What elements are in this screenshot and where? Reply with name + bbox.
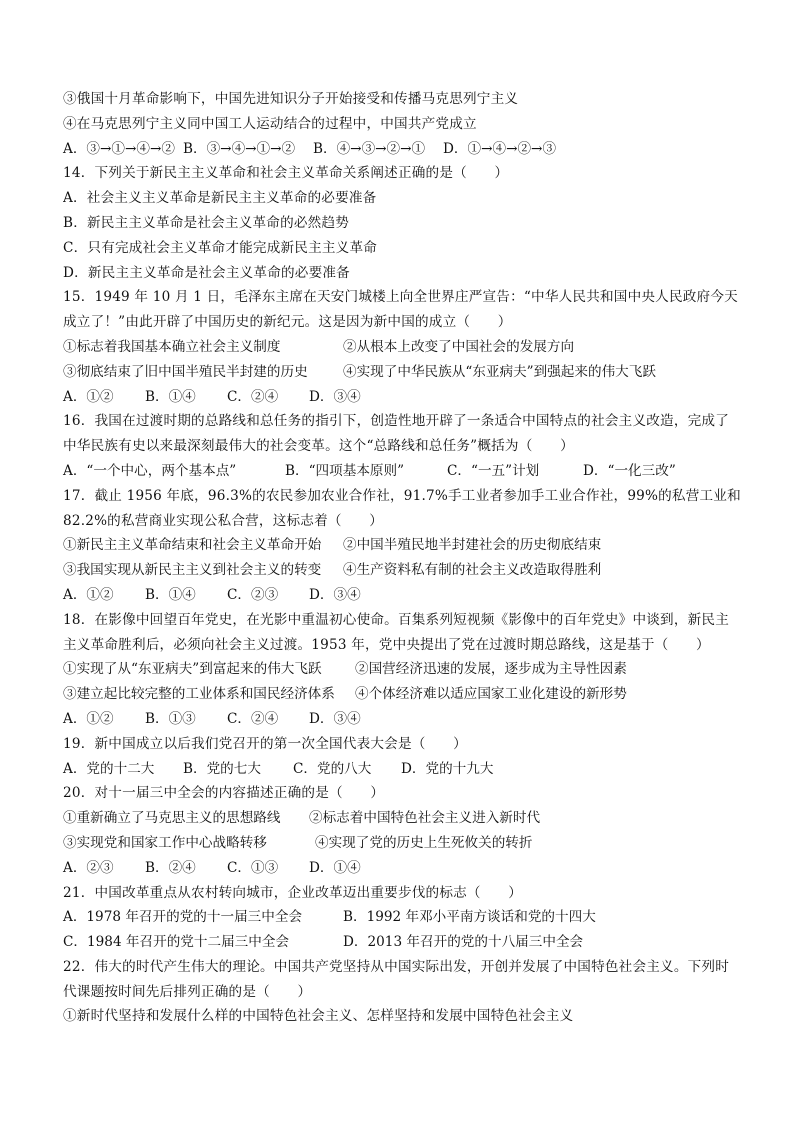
q13-item-3: ③俄国十月革命影响下，中国先进知识分子开始接受和传播马克思列宁主义 [63, 91, 519, 107]
q20-stem: 20．对十一届三中全会的内容描述正确的是（ ） [63, 785, 385, 802]
q21-option-b: B．1992 年邓小平南方谈话和党的十四大 [343, 909, 596, 926]
q21-option-a: A．1978 年召开的党的十一届三中全会 [63, 909, 303, 926]
q13-option-c: B．④→③→②→① [313, 140, 426, 157]
q15-options [63, 385, 754, 410]
q15-stem-1: 15．1949 年 10 月 1 日，毛泽东主席在天安门城楼上向全世界庄严宣告：“中华人民共和国中央人民政府今天 [63, 289, 738, 306]
q13-option-d: D．①→④→②→③ [443, 140, 557, 157]
q19-option-a: A．党的十二大 [63, 760, 155, 777]
q19-stem: 19．新中国成立以后我们党召开的第一次全国代表大会是（ ） [63, 735, 467, 752]
q14-option-c: C．只有完成社会主义革命才能完成新民主主义革命 [63, 239, 378, 256]
q17-item-4: ④生产资料私有制的社会主义改造取得胜利 [343, 562, 602, 579]
q17-stem-1: 17．截止 1956 年底，96.3%的农民参加农业合作社，91.7%手工业者参加手工业合作社，99%的私营工业和 [63, 487, 741, 504]
q20-option-c: C．①③ [227, 859, 279, 876]
q22-item-1: ①新时代坚持和发展什么样的中国特色社会主义、怎样坚持和发展中国特色社会主义 [63, 1008, 574, 1025]
q20-items-row-1 [63, 806, 754, 831]
q21-option-c: C．1984 年召开的党十二届三中全会 [63, 934, 290, 951]
q17-item-1: ①新民主主义革命结束和社会主义革命开始 [63, 537, 322, 554]
q15-stem-2: 成立了！”由此开辟了中国历史的新纪元。这是因为新中国的成立（ ） [63, 314, 512, 331]
q19-options [63, 757, 754, 782]
q16-option-b: B．“四项基本原则” [285, 462, 405, 479]
q18-item-1: ①实现了从“东亚病夫”到富起来的伟大飞跃 [63, 661, 322, 678]
q14-option-d: D．新民主主义革命是社会主义革命的必要准备 [63, 264, 350, 281]
q22-stem-1: 22．伟大的时代产生伟大的理论。中国共产党坚持从中国实际出发，开创并发展了中国特色社会主义。下列时 [63, 958, 729, 975]
q14-stem: 14．下列关于新民主主义革命和社会主义革命关系阐述正确的是（ ） [63, 165, 509, 182]
q17-option-b: B．①④ [145, 586, 196, 603]
q18-items-row-2 [63, 682, 754, 707]
q15-option-b: B．①④ [145, 388, 196, 405]
q18-item-4: ④个体经济难以适应国家工业化建设的新形势 [355, 686, 627, 703]
q21-options-row-2 [63, 930, 754, 955]
q20-option-b: B．②④ [145, 859, 196, 876]
q14-option-b: B．新民主主义革命是社会主义革命的必然趋势 [63, 214, 350, 231]
q15-items-row-1 [63, 335, 754, 360]
q14-option-a: A．社会主义主义革命是新民主主义革命的必要准备 [63, 190, 377, 207]
q13-item-4: ④在马克思列宁主义同中国工人运动结合的过程中，中国共产党成立 [63, 115, 477, 132]
q18-options [63, 707, 754, 732]
q21-stem: 21．中国改革重点从农村转向城市，企业改革迈出重要步伐的标志（ ） [63, 884, 523, 901]
q18-stem-2: 主义革命胜利后，必须向社会主义过渡。1953 年，党中央提出了党在过渡时期总路线，这是基于（ ） [63, 636, 710, 653]
q15-item-4: ④实现了中华民族从“东亚病夫”到强起来的伟大飞跃 [343, 363, 656, 380]
q18-option-a: A．①② [63, 710, 114, 727]
q17-stem-2: 82.2%的私营商业实现公私合营，这标志着（ ） [63, 512, 384, 529]
q15-item-3: ③彻底结束了旧中国半殖民半封建的历史 [63, 363, 308, 380]
q16-options [63, 459, 754, 484]
q15-items-row-2 [63, 360, 754, 385]
q20-item-4: ④实现了党的历史上生死攸关的转折 [315, 834, 533, 851]
q21-option-d: D．2013 年召开的党的十八届三中全会 [343, 934, 584, 951]
q15-option-d: D．③④ [309, 388, 361, 405]
q13-option-a: A．③→①→④→② [63, 140, 175, 157]
q17-options [63, 583, 754, 608]
q20-item-2: ②标志着中国特色社会主义进入新时代 [309, 810, 541, 827]
q18-stem-1: 18．在影像中回望百年党史，在光影中重温初心使命。百集系列短视频《影像中的百年党史》中谈到，新民主 [63, 611, 729, 628]
q20-items-row-2 [63, 831, 754, 856]
q16-stem-1: 16．我国在过渡时期的总路线和总任务的指引下，创造性地开辟了一条适合中国特点的社会主义改造，完成了 [63, 413, 729, 430]
q20-item-1: ①重新确立了马克思主义的思想路线 [63, 810, 281, 827]
q16-option-d: D．“一化三改” [583, 462, 676, 479]
q16-option-a: A．“一个中心，两个基本点” [63, 462, 237, 479]
q17-items-row-1 [63, 533, 754, 558]
q20-item-3: ③实现党和国家工作中心战略转移 [63, 834, 267, 851]
q13-option-b: B．③→④→①→② [183, 140, 296, 157]
q15-option-a: A．①② [63, 388, 114, 405]
q21-options-row-1 [63, 905, 754, 930]
q19-option-c: C．党的八大 [293, 760, 372, 777]
q18-option-c: C．②④ [227, 710, 279, 727]
q22-stem-2: 代课题按时间先后排列正确的是（ ） [63, 983, 312, 1000]
q18-item-3: ③建立起比较完整的工业体系和国民经济体系 [63, 686, 335, 703]
q19-option-d: D．党的十九大 [401, 760, 494, 777]
q17-item-2: ②中国半殖民地半封建社会的历史彻底结束 [343, 537, 602, 554]
q16-stem-2: 中华民族有史以来最深刻最伟大的社会变革。这个“总路线和总任务”概括为（ ） [63, 438, 574, 455]
q15-item-1: ①标志着我国基本确立社会主义制度 [63, 338, 281, 355]
q17-option-a: A．①② [63, 586, 114, 603]
q20-options [63, 856, 754, 881]
q17-items-row-2 [63, 558, 754, 583]
q17-option-d: D．③④ [309, 586, 361, 603]
q20-option-d: D．①④ [309, 859, 361, 876]
q20-option-a: A．②③ [63, 859, 114, 876]
q19-option-b: B．党的七大 [183, 760, 261, 777]
q13-options [63, 137, 754, 162]
q18-items-row-1 [63, 657, 754, 682]
q18-option-d: D．③④ [309, 710, 361, 727]
q16-option-c: C．“一五”计划 [447, 462, 540, 479]
q18-option-b: B．①③ [145, 710, 196, 727]
q15-item-2: ②从根本上改变了中国社会的发展方向 [343, 338, 575, 355]
q18-item-2: ②国营经济迅速的发展，逐步成为主导性因素 [355, 661, 627, 678]
q17-item-3: ③我国实现从新民主主义到社会主义的转变 [63, 562, 322, 579]
q15-option-c: C．②④ [227, 388, 279, 405]
q17-option-c: C．②③ [227, 586, 279, 603]
